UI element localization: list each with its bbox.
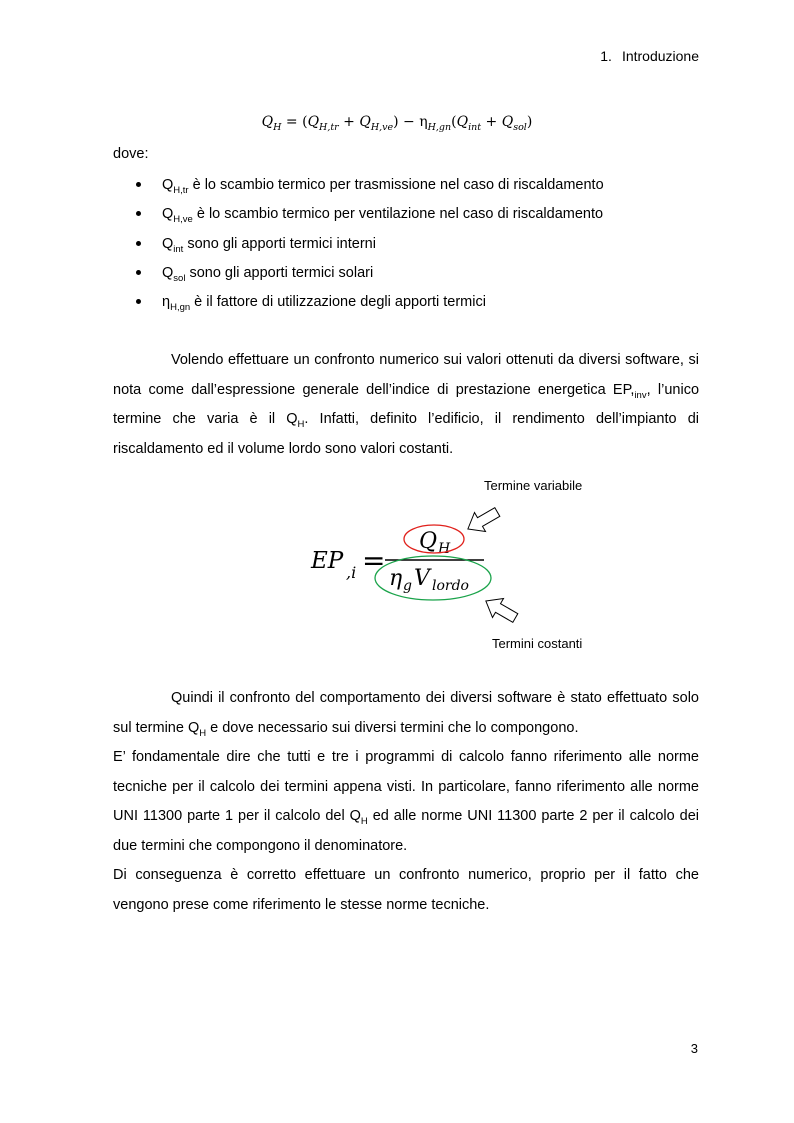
formula-subscript: H,gn xyxy=(427,121,452,133)
list-item xyxy=(136,175,604,204)
paragraph-text: Volendo effettuare un confronto numerico sui valori ottenuti da diversi software, si nota come dall’espressione generale dell’indice di prestazione energetica EP, xyxy=(113,352,699,398)
symbol-subscript: H,gn xyxy=(170,302,191,314)
ep-symbol: EP xyxy=(311,548,344,574)
formula-operator: ) − η xyxy=(393,114,428,130)
arrow-constant-icon xyxy=(480,591,520,627)
formula-symbol: Q xyxy=(501,114,514,130)
list-item xyxy=(136,263,604,292)
symbol-subscript: H,ve xyxy=(173,214,193,226)
arrow-variable-icon xyxy=(462,502,502,538)
symbol: Q xyxy=(162,206,174,223)
ep-formula-figure xyxy=(300,500,540,630)
paragraph-text: e dove necessario sui diversi termini che lo compongono. xyxy=(206,719,579,736)
paragraph-quindi xyxy=(113,684,699,743)
list-item xyxy=(136,292,604,321)
eta-symbol: η xyxy=(389,566,403,591)
symbol-subscript: H,tr xyxy=(173,184,189,196)
symbol: η xyxy=(162,294,171,311)
eta-subscript: g xyxy=(403,578,412,594)
label-termine-variabile: Termine variabile xyxy=(484,478,583,493)
paragraph-norme xyxy=(113,743,699,861)
symbol-subscript: int xyxy=(173,243,184,255)
v-subscript: lordo xyxy=(432,578,469,594)
running-header xyxy=(600,48,699,64)
paragraph-text: ed alle norme UNI 11300 parte 2 per il calcolo dei due termini che compongono il denominatore. xyxy=(113,808,699,854)
formula-operator: + xyxy=(343,114,355,130)
bullet-icon xyxy=(136,211,141,216)
ep-subscript: ,i xyxy=(346,563,357,582)
formula-symbol: Q xyxy=(307,114,320,130)
formula-operator: + xyxy=(485,114,498,130)
formula-subscript: sol xyxy=(513,121,527,133)
label-termini-costanti: Termini costanti xyxy=(492,636,583,651)
numerator-subscript: H xyxy=(438,541,451,557)
dove-label: dove: xyxy=(113,146,149,162)
symbol: Q xyxy=(162,177,174,193)
paragraph-subscript: H xyxy=(297,418,305,430)
formula-operator: ( xyxy=(451,114,457,130)
chapter-title: Introduzione xyxy=(621,48,699,64)
paragraph-subscript: H xyxy=(199,727,207,739)
definition-text: è il fattore di utilizzazione degli apporti termici xyxy=(190,294,486,311)
paragraph-text: Quindi il confronto del comportamento dei diversi software è stato effettuato solo sul termine Q xyxy=(113,690,699,736)
paragraph-conseguenza: Di conseguenza è corretto effettuare un confronto numerico, proprio per il fatto che vengono prese come riferimento le stesse norme tecniche. xyxy=(113,867,699,913)
definitions-list xyxy=(136,175,604,321)
bullet-icon xyxy=(136,299,141,304)
list-item xyxy=(136,204,604,233)
formula-symbol: Q xyxy=(359,114,371,130)
formula-subscript: H,tr xyxy=(319,121,339,133)
page-number: 3 xyxy=(690,1041,698,1056)
formula-symbol: Q xyxy=(456,114,469,130)
formula-subscript: H,ve xyxy=(370,121,394,133)
formula-subscript: int xyxy=(468,121,482,133)
definition-text: è lo scambio termico per trasmissione nel caso di riscaldamento xyxy=(188,177,604,193)
bullet-icon xyxy=(136,270,141,275)
paragraph-text: , l’unico termine che varia è il Q xyxy=(113,381,700,427)
chapter-number: 1. xyxy=(600,48,612,64)
symbol-subscript: sol xyxy=(173,272,186,284)
equals-sign: = xyxy=(362,544,386,577)
definition-text: è lo scambio termico per ventilazione nel caso di riscaldamento xyxy=(192,206,604,223)
paragraph-confronto xyxy=(113,346,699,464)
paragraph-text: . Infatti, definito l’edificio, il rendimento dell’impianto di riscaldamento ed il volume lordo sono valori costanti. xyxy=(113,411,699,457)
symbol: Q xyxy=(162,235,174,252)
formula-qh xyxy=(0,114,794,133)
numerator-symbol: Q xyxy=(419,529,438,554)
formula-symbol: Q xyxy=(261,114,274,130)
paragraph-text: E’ fondamentale dire che tutti e tre i programmi di calcolo fanno riferimento alle norme tecniche per il calcolo dei termini appena visti. In particolare, fanno riferimento alle norme UNI 11300 parte 1 per il calcolo del Q xyxy=(113,749,699,824)
list-item xyxy=(136,234,604,263)
bullet-icon xyxy=(136,182,141,187)
formula-subscript: H xyxy=(273,121,282,133)
formula-operator: = ( xyxy=(285,114,308,130)
definition-text: sono gli apporti termici interni xyxy=(183,235,376,252)
formula-operator: ) xyxy=(526,114,533,130)
symbol: Q xyxy=(162,264,174,281)
paragraph-subscript: H xyxy=(360,815,368,827)
definition-text: sono gli apporti termici solari xyxy=(185,264,374,281)
paragraph-subscript: inv xyxy=(634,389,647,401)
bullet-icon xyxy=(136,241,141,246)
v-symbol: V xyxy=(414,566,430,591)
